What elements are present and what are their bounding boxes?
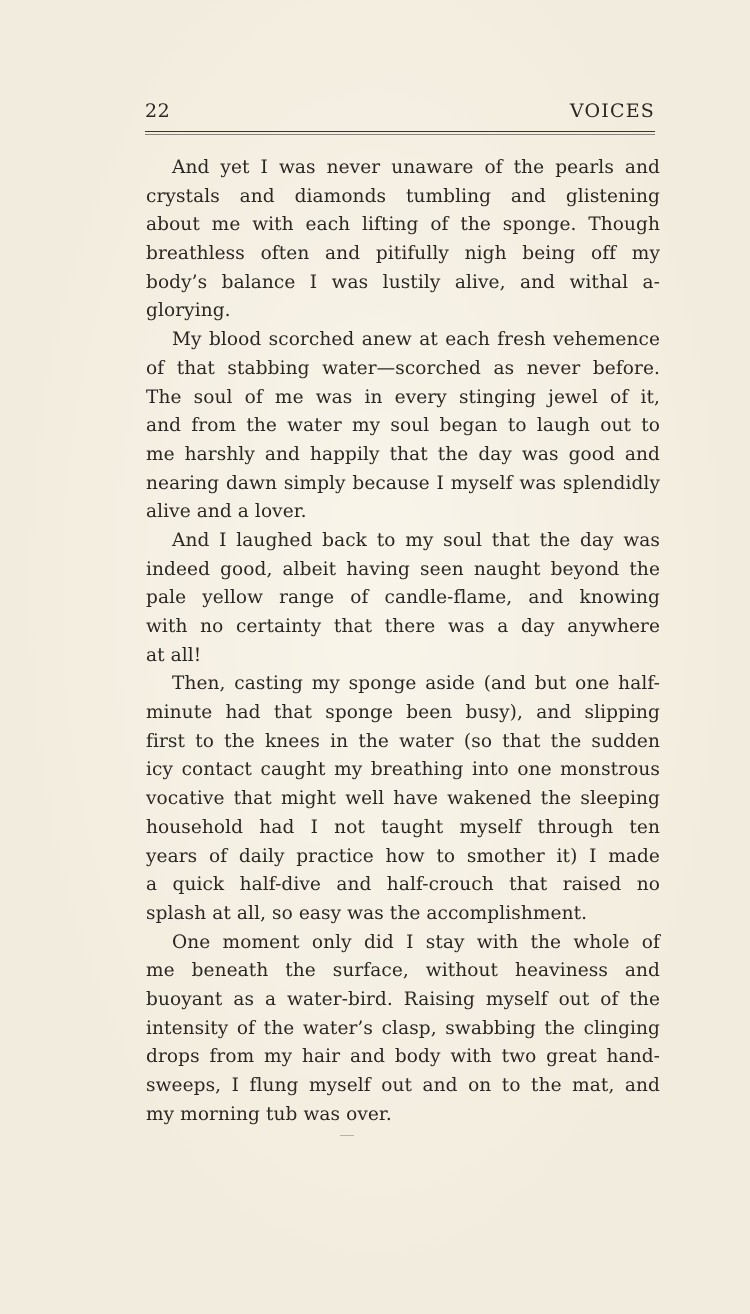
text-line: intensity of the water’s clasp, swabbing the clinging xyxy=(146,1017,660,1039)
text-line: nearing dawn simply because I myself was splendidly xyxy=(146,472,660,494)
text-line: Then, casting my sponge aside (and but one half- xyxy=(172,673,660,695)
text-line: drops from my hair and body with two great hand- xyxy=(146,1046,660,1068)
text-line: with no certainty that there was a day anywhere xyxy=(146,616,660,637)
text-line: and from the water my soul began to laugh out to xyxy=(146,415,660,437)
text-line: sweeps, I flung myself out and on to the mat, and xyxy=(146,1075,660,1096)
text-line: indeed good, albeit having seen naught beyond the xyxy=(146,558,660,580)
page-header xyxy=(145,100,655,130)
text-line: my morning tub was over. xyxy=(146,1103,392,1125)
text-line: vocative that might well have wakened the sleeping xyxy=(146,788,660,810)
text-line: household had I not taught myself through ten xyxy=(146,816,660,838)
text-line: me beneath the surface, without heaviness and xyxy=(146,960,660,982)
text-line: at all! xyxy=(146,644,202,666)
text-line: about me with each lifting of the sponge. Though xyxy=(146,214,660,236)
text-line: crystals and diamonds tumbling and glistening xyxy=(146,185,660,207)
text-line: first to the knees in the water (so that the sudden xyxy=(146,730,660,752)
text-line: a quick half-dive and half-crouch that raised no xyxy=(146,874,660,896)
body-text xyxy=(146,154,660,1129)
text-line: buoyant as a water-bird. Raising myself out of the xyxy=(146,988,660,1010)
text-line: And I laughed back to my soul that the day was xyxy=(172,529,660,551)
text-line: of that stabbing water—scorched as never before. xyxy=(146,357,660,379)
text-line: body’s balance I was lustily alive, and withal a- xyxy=(146,271,660,293)
text-line: splash at all, so easy was the accomplishment. xyxy=(146,902,588,924)
text-line: One moment only did I stay with the whole of xyxy=(172,931,660,953)
header-rule xyxy=(145,131,655,132)
text-line: And yet I was never unaware of the pearls and xyxy=(172,157,660,178)
text-line: glorying. xyxy=(146,300,231,322)
text-line: icy contact caught my breathing into one monstrous xyxy=(146,759,660,781)
running-head: VOICES xyxy=(569,100,655,122)
text-line: My blood scorched anew at each fresh vehemence xyxy=(172,329,660,351)
text-line: years of daily practice how to smother it) I made xyxy=(146,845,660,867)
text-line: alive and a lover. xyxy=(146,501,307,523)
page-number: 22 xyxy=(145,100,171,122)
text-line: me harshly and happily that the day was good and xyxy=(146,443,660,465)
text-line: The soul of me was in every stinging jewel of it, xyxy=(146,386,660,408)
text-line: minute had that sponge been busy), and slipping xyxy=(146,702,660,724)
text-line: pale yellow range of candle-flame, and knowing xyxy=(146,587,660,609)
page-mark xyxy=(340,1135,354,1136)
text-line: breathless often and pitifully nigh being off my xyxy=(146,243,660,265)
header-rule-secondary xyxy=(145,134,655,135)
